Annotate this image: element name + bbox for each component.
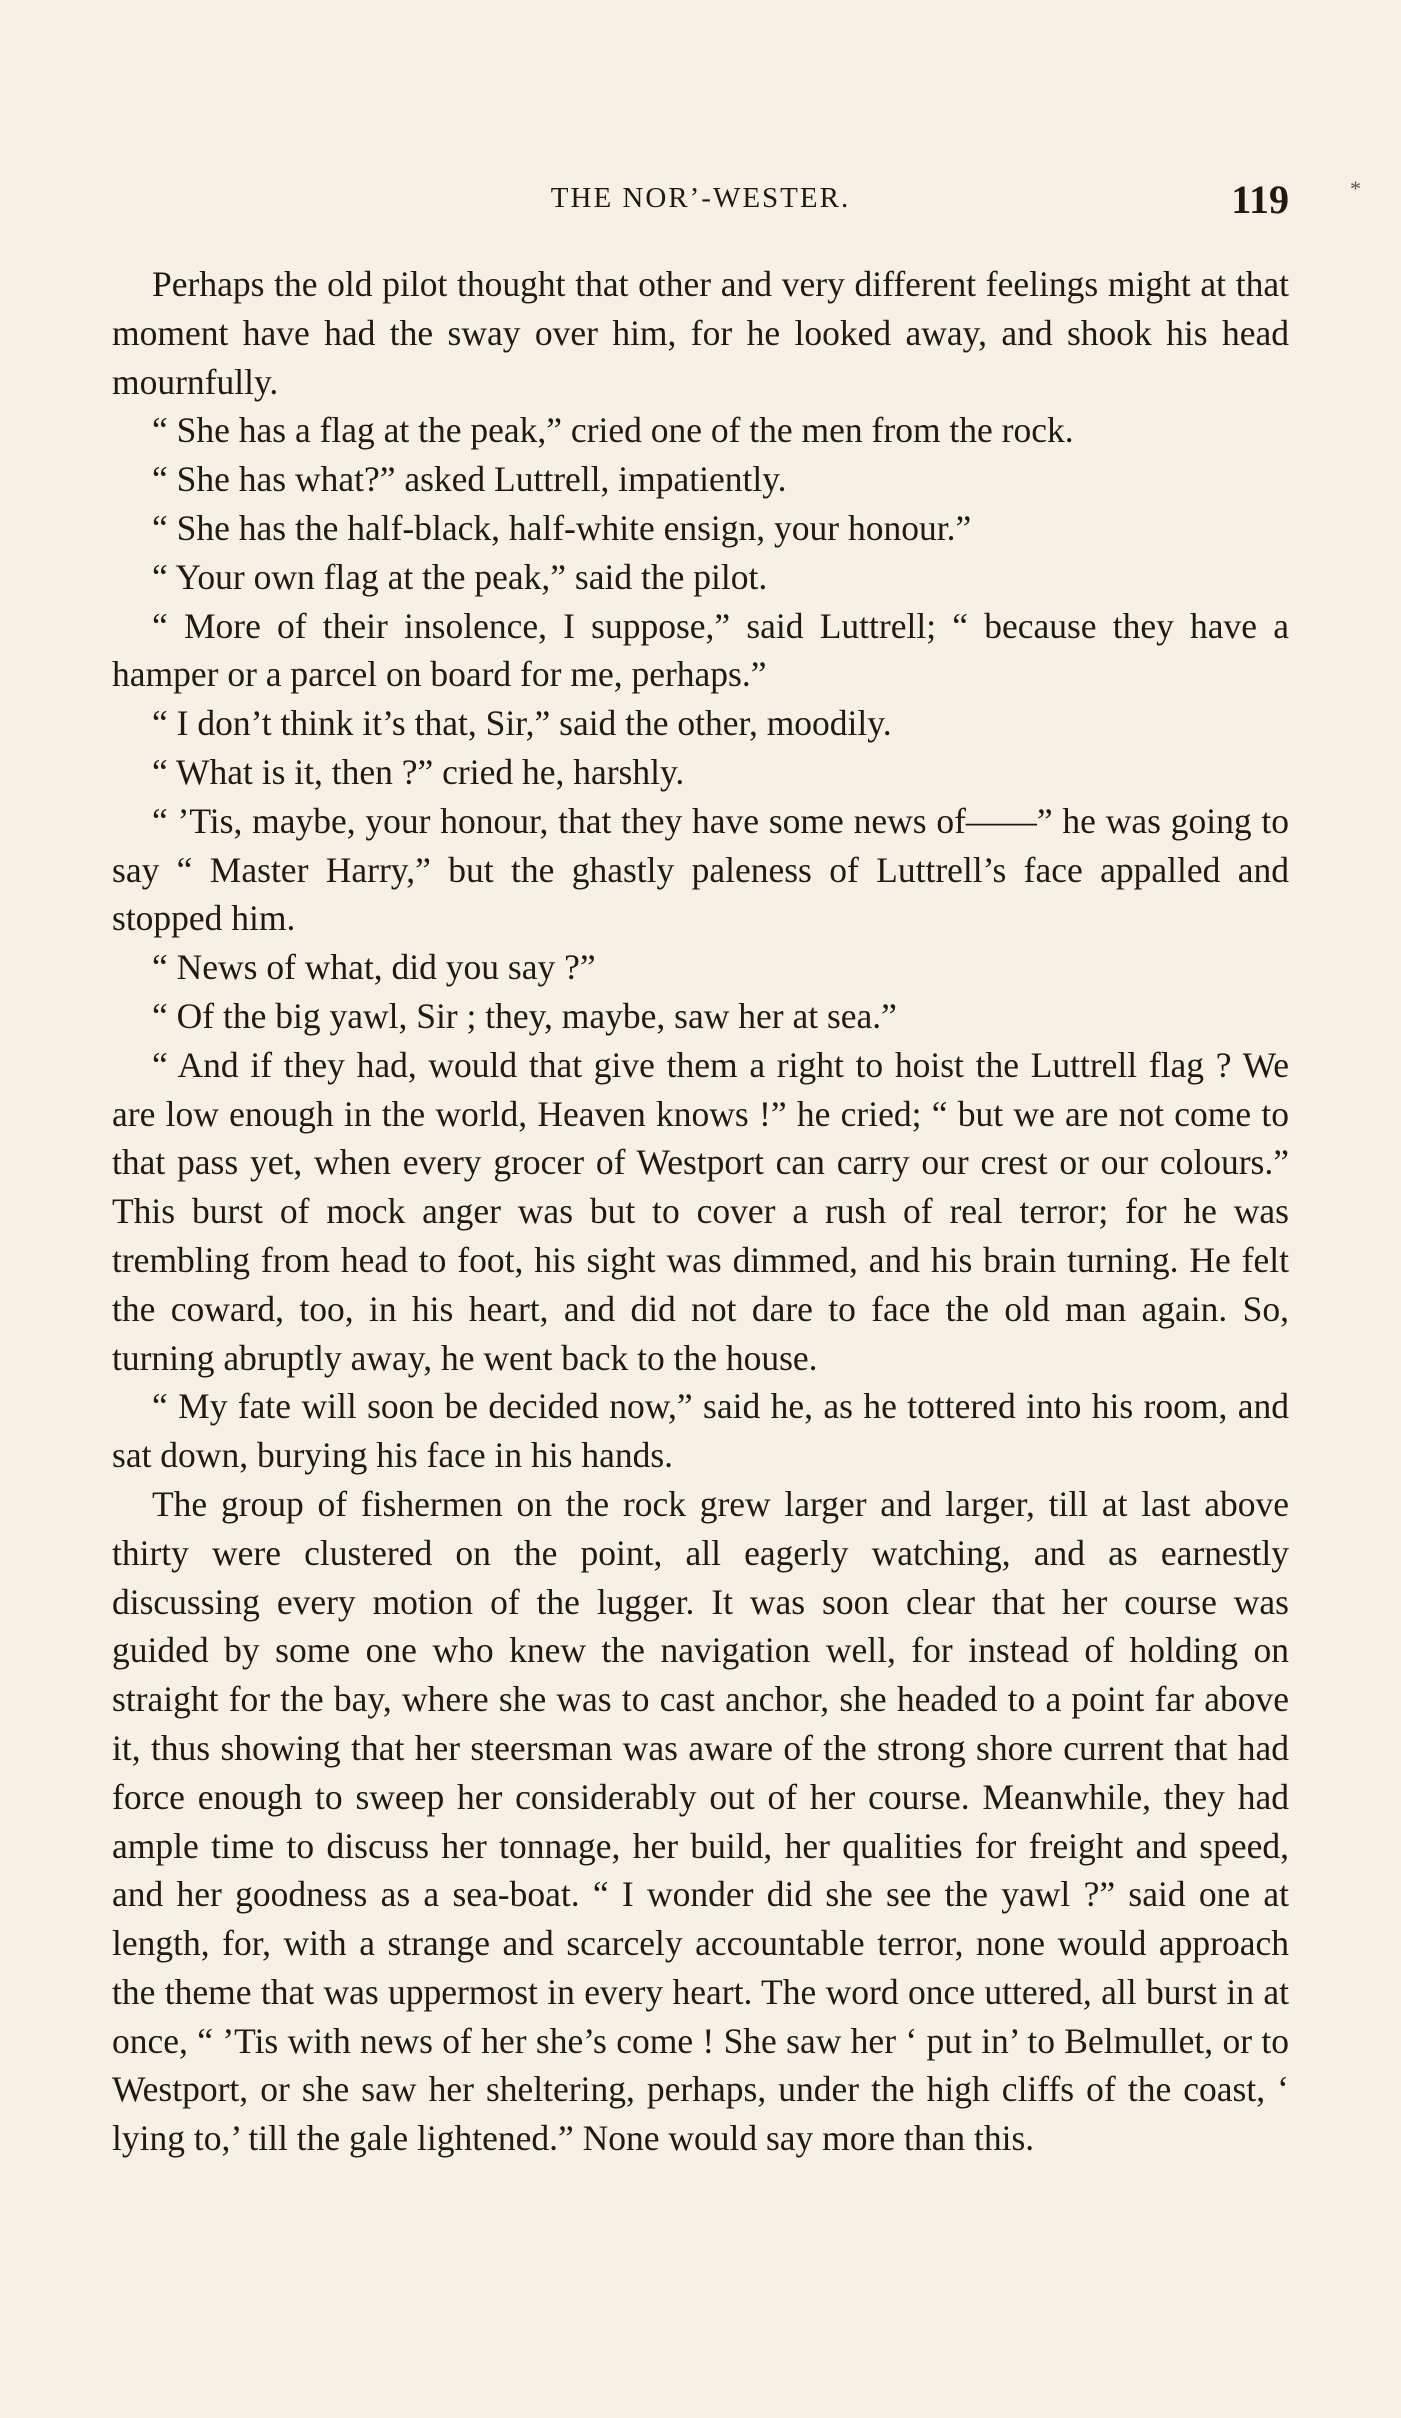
paragraph: “ More of their insolence, I suppose,” said Luttrell; “ because they have a hamper or a parcel on board for me, perhaps.”	[112, 605, 1289, 695]
paragraph: “ She has a flag at the peak,” cried one of the men from the rock.	[152, 410, 1074, 451]
running-head	[112, 176, 1289, 224]
paragraph: “ News of what, did you say ?”	[152, 947, 596, 988]
paragraph: Perhaps the old pilot thought that other and very different feelings might at that moment have had the sway over him, for he looked away, and shook his head mournfully.	[112, 264, 1289, 402]
paragraph: “ What is it, then ?” cried he, harshly.	[152, 751, 685, 792]
paragraph: “ And if they had, would that give them a right to hoist the Luttrell flag ? We are low enough in the world, Heaven knows !” he cried; “ but we are not come to that pass yet, when every grocer of Westport can carry our crest or our colours.” This burst of mock anger was but to cover a rush of real terror; for he was trembling from head to foot, his sight was dimmed, and his brain turning. He felt the coward, too, in his heart, and did not dare to face the old man again. So, turning abruptly away, he went back to the house.	[112, 1044, 1289, 1378]
running-title: THE NOR’-WESTER.	[550, 182, 851, 214]
paragraph: The group of fishermen on the rock grew larger and larger, till at last above thirty were clustered on the point, all eagerly watching, and as earnestly discussing every motion of the lugger. It was soon clear that her course was guided by some one who knew the navigation well, for instead of holding on straight for the bay, where she was to cast anchor, she headed to a point far above it, thus showing that her steersman was aware of the strong shore current that had force enough to sweep her considerably out of her course. Meanwhile, they had ample time to discuss her tonnage, her build, her qualities for freight and speed, and her goodness as a sea-boat. “ I wonder did she see the yawl ?” said one at length, for, with a strange and scarcely accountable terror, none would approach the theme that was uppermost in every heart. The word once uttered, all burst in at once, “ ’Tis with news of her she’s come ! She saw her ‘ put in’ to Belmullet, or to Westport, or she saw her sheltering, perhaps, under the high cliffs of the coast, ‘ lying to,’ till the gale lightened.” None would say more than this.	[112, 1483, 1289, 2159]
paragraph: “ She has what?” asked Luttrell, impatiently.	[152, 459, 787, 500]
paragraph: “ Of the big yawl, Sir ; they, maybe, saw her at sea.”	[152, 995, 897, 1036]
paragraph: “ I don’t think it’s that, Sir,” said the other, moodily.	[152, 703, 892, 744]
paragraph: “ She has the half-black, half-white ensign, your honour.”	[152, 507, 972, 548]
paragraph: “ My fate will soon be decided now,” said he, as he tottered into his room, and sat down, burying his face in his hands.	[112, 1386, 1289, 1476]
paragraph: “ ’Tis, maybe, your honour, that they have some news of——” he was going to say “ Master Harry,” but the ghastly paleness of Luttrell’s face appalled and stopped him.	[112, 800, 1289, 939]
page-number: 119	[1231, 177, 1289, 222]
paragraph: “ Your own flag at the peak,” said the pilot.	[152, 556, 768, 597]
body-text	[112, 260, 1289, 2163]
margin-mark: *	[1350, 176, 1361, 201]
